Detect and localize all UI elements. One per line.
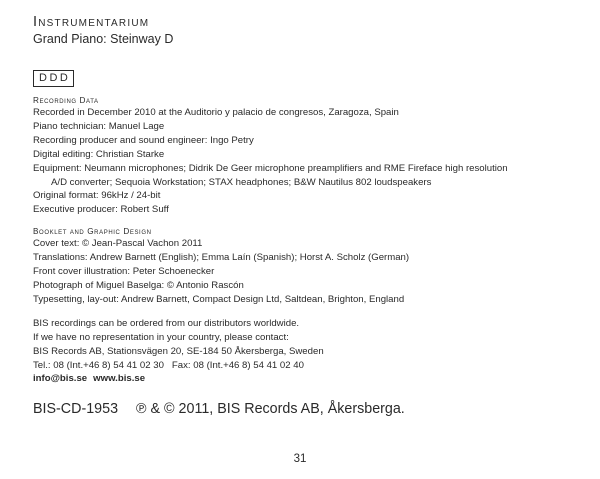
booklet-line: Typesetting, lay-out: Andrew Barnett, Compact Design Ltd, Saltdean, Brighton, England: [33, 293, 405, 305]
catalog-line: [33, 400, 593, 418]
recording-line: Piano technician: Manuel Lage: [33, 120, 165, 132]
booklet-line: Front cover illustration: Peter Schoenecker: [33, 266, 215, 278]
booklet-line: Translations: Andrew Barnett (English); Emma Laín (Spanish); Horst A. Scholz (German): [33, 252, 410, 264]
contact-line: If we have no representation in your country, please contact:: [33, 331, 289, 343]
contact-line: Tel.: 08 (Int.+46 8) 54 41 02 30 Fax: 08 (Int.+46 8) 54 41 02 40: [33, 359, 304, 371]
instrumentarium-heading: Instrumentarium: [33, 14, 150, 30]
recording-line: Recorded in December 2010 at the Auditorio y palacio de congresos, Zaragoza, Spain: [33, 107, 399, 118]
copyright-notice: ℗ & © 2011, BIS Records AB, Åkersberga.: [136, 401, 405, 418]
recording-line: Executive producer: Robert Suff: [33, 204, 169, 216]
recording-line: Digital editing: Christian Starke: [33, 148, 165, 160]
recording-line: Equipment: Neumann microphones; Didrik De Geer microphone preamplifiers and RME Fireface high resolution: [33, 162, 508, 174]
email-link[interactable]: info@bis.se: [33, 373, 88, 385]
recording-data-section: [33, 106, 593, 217]
booklet-design-section: [33, 237, 593, 307]
recording-line: Original format: 96kHz / 24-bit: [33, 190, 161, 202]
booklet-line: Cover text: © Jean-Pascal Vachon 2011: [33, 238, 203, 250]
contact-section: [33, 317, 593, 387]
recording-line: Recording producer and sound engineer: Ingo Petry: [33, 134, 254, 146]
website-link[interactable]: www.bis.se: [93, 373, 146, 385]
contact-links: [33, 372, 593, 386]
booklet-design-heading: Booklet and Graphic Design: [33, 227, 152, 237]
contact-line: BIS Records AB, Stationsvägen 20, SE-184 50 Åkersberga, Sweden: [33, 345, 324, 357]
booklet-page: [33, 14, 593, 418]
catalog-number: BIS-CD-1953: [33, 401, 119, 418]
instrument-description: Grand Piano: Steinway D: [33, 32, 174, 46]
booklet-line: Photograph of Miguel Baselga: © Antonio Rascón: [33, 279, 244, 291]
recording-line: A/D converter; Sequoia Workstation; STAX headphones; B&W Nautilus 802 loudspeakers: [51, 176, 432, 188]
recording-data-heading: Recording Data: [33, 96, 99, 105]
ddd-badge: DDD: [33, 70, 74, 87]
page-number: 31: [293, 453, 307, 465]
contact-line: BIS recordings can be ordered from our distributors worldwide.: [33, 317, 300, 329]
